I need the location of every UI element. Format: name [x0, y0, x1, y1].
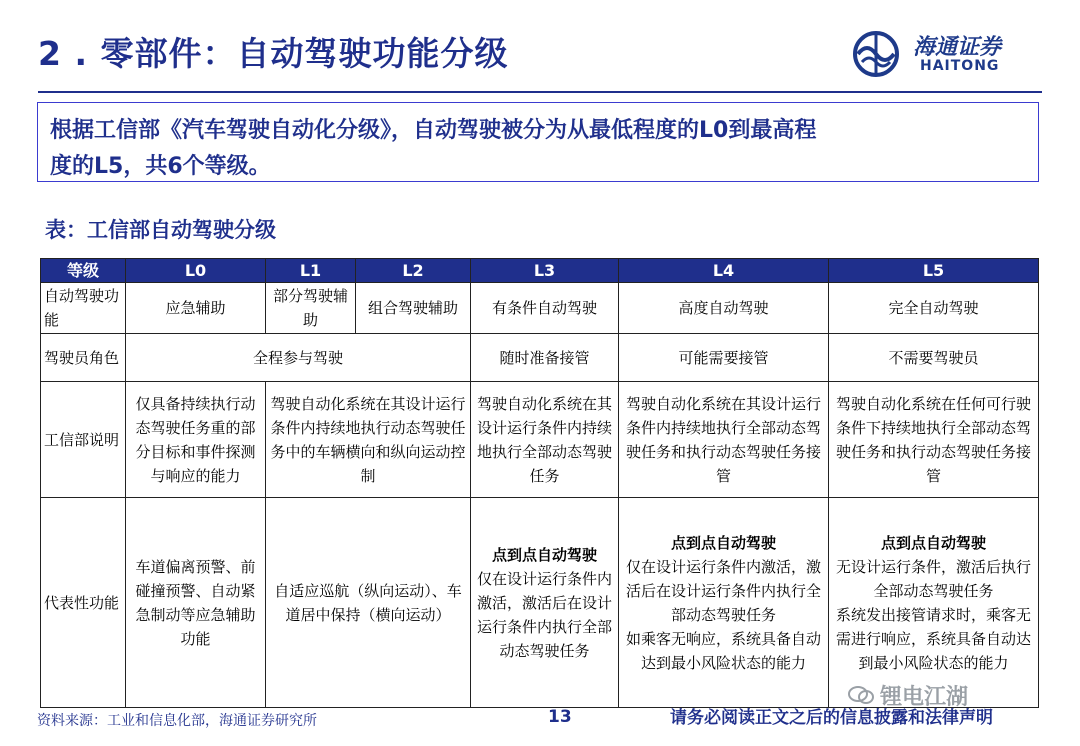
cell-rep-l0: 车道偏离预警、前碰撞预警、自动紧急制动等应急辅助功能 [126, 498, 266, 708]
header-l1: L1 [266, 259, 356, 283]
page-number: 13 [548, 707, 572, 727]
rep-l3-text: 仅在设计运行条件内激活，激活后在设计运行条件内执行全部动态驾驶任务 [476, 569, 612, 660]
cell-function-l0: 应急辅助 [126, 283, 266, 334]
intro-box [37, 102, 1039, 182]
autonomy-levels-table [40, 258, 1039, 708]
row-label-representative: 代表性功能 [41, 498, 126, 708]
haitong-logo [848, 30, 1043, 78]
cell-function-l3: 有条件自动驾驶 [471, 283, 619, 334]
rep-l4-heading: 点到点自动驾驶 [670, 533, 776, 552]
disclaimer: 请务必阅读正文之后的信息披露和法律声明 [670, 708, 993, 728]
cell-rep-l3 [471, 498, 619, 708]
logo-chinese-name: 海通证券 [913, 34, 1002, 60]
cell-function-l1: 部分驾驶辅助 [266, 283, 356, 334]
row-label-driver: 驾驶员角色 [41, 334, 126, 382]
header-l3: L3 [471, 259, 619, 283]
cell-miit-l4: 驾驶自动化系统在其设计运行条件内持续地执行全部动态驾驶任务和执行动态驾驶任务接管 [619, 382, 829, 498]
table-header-row [41, 259, 1039, 283]
rep-l4-extra: 如乘客无响应，系统具备自动达到最小风险状态的能力 [625, 629, 821, 672]
header-l0: L0 [126, 259, 266, 283]
table-row [41, 382, 1039, 498]
header-level: 等级 [41, 259, 126, 283]
intro-line-2: 度的L5，共6个等级。 [50, 154, 271, 179]
cell-function-l4: 高度自动驾驶 [619, 283, 829, 334]
wechat-icon [848, 685, 874, 705]
intro-line-1: 根据工信部《汽车驾驶自动化分级》，自动驾驶被分为从最低程度的L0到最高程 [50, 118, 817, 143]
cell-function-l5: 完全自动驾驶 [829, 283, 1039, 334]
table-title: 表：工信部自动驾驶分级 [45, 218, 276, 242]
page-title: 2 . 零部件：自动驾驶功能分级 [38, 34, 509, 73]
table-row [41, 498, 1039, 708]
watermark: 锂电江湖 [880, 685, 969, 710]
table-row [41, 283, 1039, 334]
rep-l5-heading: 点到点自动驾驶 [880, 533, 986, 552]
header-l2: L2 [356, 259, 471, 283]
cell-function-l2: 组合驾驶辅助 [356, 283, 471, 334]
rep-l5-text: 无设计运行条件，激活后执行全部动态驾驶任务 [835, 557, 1031, 600]
header-rule [38, 91, 1042, 93]
cell-rep-l1-l2: 自适应巡航（纵向运动）、车道居中保持（横向运动） [266, 498, 471, 708]
cell-rep-l4 [619, 498, 829, 708]
cell-miit-l1-l2: 驾驶自动化系统在其设计运行条件内持续地执行动态驾驶任务中的车辆横向和纵向运动控制 [266, 382, 471, 498]
rep-l4-text: 仅在设计运行条件内激活，激活后在设计运行条件内执行全部动态驾驶任务 [625, 557, 821, 624]
cell-miit-l0: 仅具备持续执行动态驾驶任务重的部分目标和事件探测与响应的能力 [126, 382, 266, 498]
header-l4: L4 [619, 259, 829, 283]
cell-driver-l4: 可能需要接管 [619, 334, 829, 382]
rep-l3-heading: 点到点自动驾驶 [491, 545, 597, 564]
table-row [41, 334, 1039, 382]
row-label-function: 自动驾驶功能 [41, 283, 126, 334]
cell-miit-l3: 驾驶自动化系统在其设计运行条件内持续地执行全部动态驾驶任务 [471, 382, 619, 498]
source-note: 资料来源：工业和信息化部，海通证券研究所 [37, 713, 317, 729]
cell-miit-l5: 驾驶自动化系统在任何可行驶条件下持续地执行全部动态驾驶任务和执行动态驾驶任务接管 [829, 382, 1039, 498]
rep-l5-extra: 系统发出接管请求时，乘客无需进行响应，系统具备自动达到最小风险状态的能力 [835, 605, 1031, 672]
cell-driver-l3: 随时准备接管 [471, 334, 619, 382]
cell-rep-l5 [829, 498, 1039, 708]
logo-english-name: HAITONG [920, 58, 1000, 74]
row-label-miit: 工信部说明 [41, 382, 126, 498]
haitong-emblem-icon [848, 30, 904, 78]
cell-driver-l0-l2: 全程参与驾驶 [126, 334, 471, 382]
header-l5: L5 [829, 259, 1039, 283]
cell-driver-l5: 不需要驾驶员 [829, 334, 1039, 382]
